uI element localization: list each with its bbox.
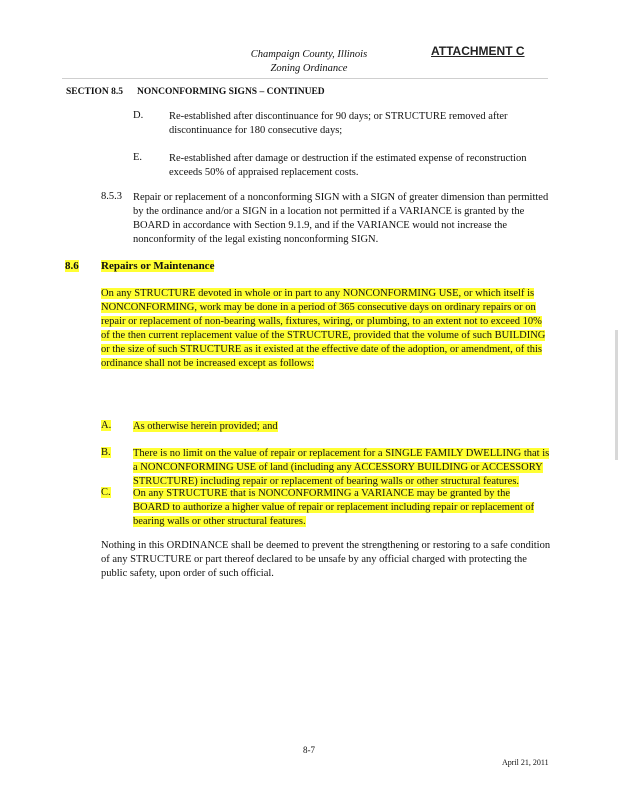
item-label-a: A. <box>101 420 112 431</box>
section-header <box>66 87 325 97</box>
attachment-label: ATTACHMENT C <box>431 44 525 58</box>
item-text-b: There is no limit on the value of repair or replacement for a SINGLE FAMILY DWELLING that is a NONCONFORMING USE of land (including any ACCESSORY BUILDING or ACCESSORY STRUCTURE) including repair or replacement of bearing walls or other structural features. <box>133 448 550 487</box>
subsection-number: 8.5.3 <box>101 191 122 202</box>
item-text-a: As otherwise herein provided; and <box>133 421 278 432</box>
page-number: 8-7 <box>303 745 315 755</box>
item-text-d: Re-established after discontinuance for 90 days; or STRUCTURE removed after discontinuance for 180 consecutive days; <box>169 111 508 136</box>
item-label-e: E. <box>133 152 143 163</box>
section-number: SECTION 8.5 <box>66 87 124 97</box>
subsection-text: Repair or replacement of a nonconforming SIGN with a SIGN of greater dimension than permitted by the ordinance and/or a SIGN in a location not permitted if a VARIANCE is granted by the BOARD in accordance with Section 9.1.9, and if the VARIANCE would not increase the nonconformity of the legal existing nonconforming SIGN. <box>133 192 549 245</box>
footer-date: April 21, 2011 <box>502 758 549 767</box>
item-text-e: Re-established after damage or destruction if the estimated expense of reconstruction exceeds 50% of appraised replacement costs. <box>169 153 527 178</box>
item-label-d: D. <box>133 110 144 121</box>
item-label-c: C. <box>101 487 111 498</box>
section-86-title: Repairs or Maintenance <box>101 260 215 272</box>
running-header <box>0 48 618 76</box>
section-title: NONCONFORMING SIGNS – CONTINUED <box>137 87 325 97</box>
section-86-number: 8.6 <box>65 260 79 272</box>
header-rule <box>62 78 548 79</box>
document-name: Zoning Ordinance <box>270 63 348 74</box>
item-text-c: On any STRUCTURE that is NONCONFORMING a VARIANCE may be granted by the BOARD to authorize a higher value of repair or replacement including repair or replacement of bearing walls or other structural features. <box>133 488 535 527</box>
section-86-intro: On any STRUCTURE devoted in whole or in part to any NONCONFORMING USE, or which itself is NONCONFORMING, work may be done in a period of 365 consecutive days on ordinary repairs or on repair or replacement of non-bearing walls, fixtures, wiring, or plumbing, to an extent not to exceed 10% of the then current replacement value of the STRUCTURE, provided that the volume of such BUILDING or the size of such STRUCTURE as it existed at the effective date of the adoption, or amendment, of this ordinance shall not be increased except as follows: <box>101 288 546 369</box>
item-label-b: B. <box>101 447 111 458</box>
closing-paragraph: Nothing in this ORDINANCE shall be deemed to prevent the strengthening or restoring to a safe condition of any STRUCTURE or part thereof declared to be unsafe by any official charged with protecting the public safety, upon order of such official. <box>101 540 551 579</box>
county-name: Champaign County, Illinois <box>250 49 368 60</box>
